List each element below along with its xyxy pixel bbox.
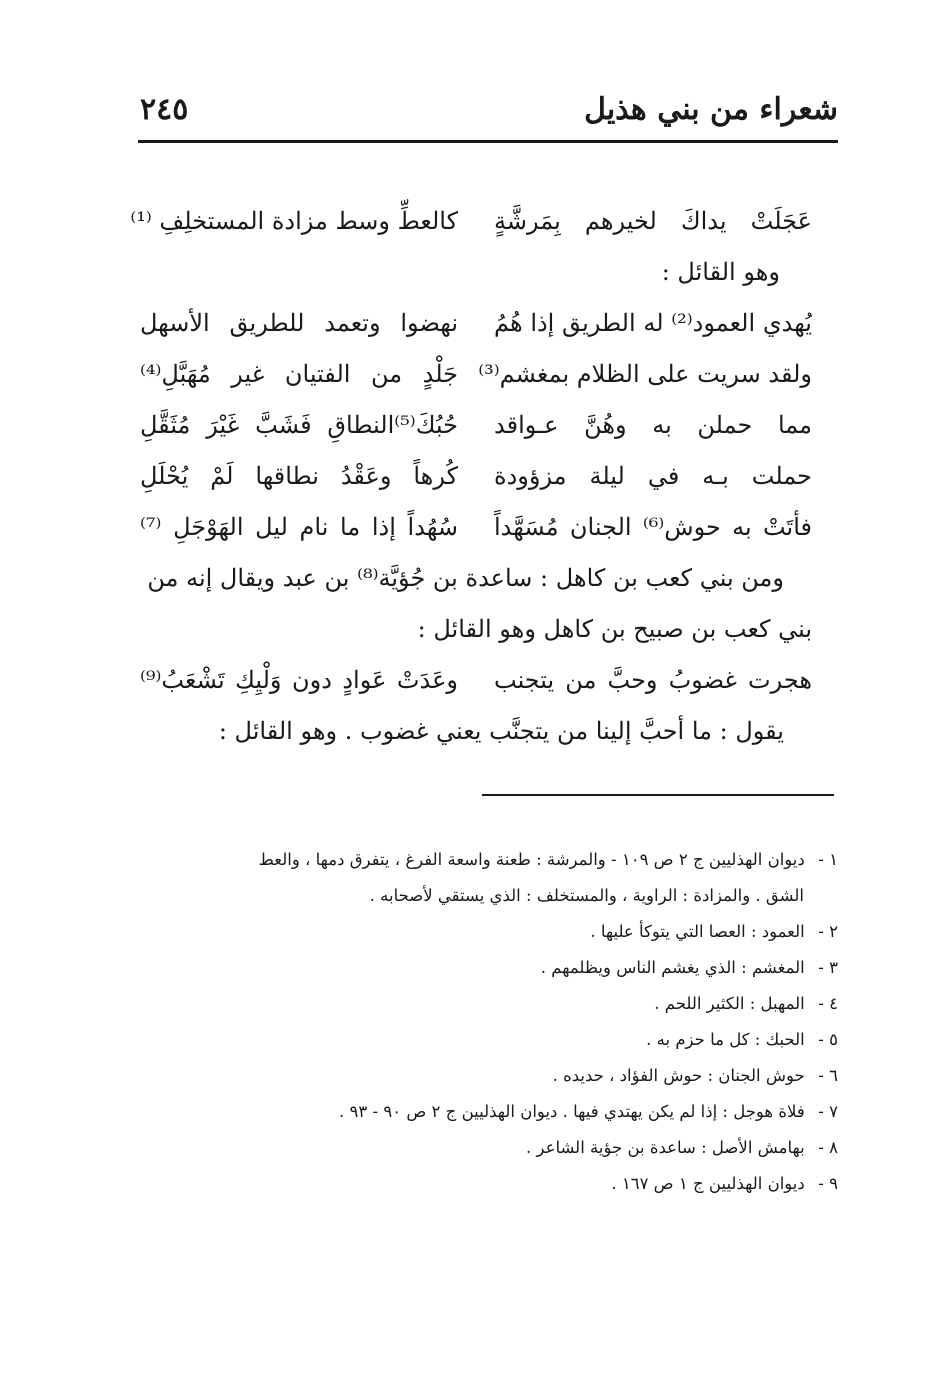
footnote-rule	[482, 794, 834, 796]
footnote-text: العمود : العصا التي يتوكأ عليها .	[590, 922, 805, 941]
footnote-text: الحبك : كل ما حزم به .	[646, 1030, 805, 1049]
verse-right-hemistich: عَجَلَتْ يداكَ لخيرهم بِمَرشَّةٍ	[494, 207, 812, 235]
footnote-text: فلاة هوجل : إذا لم يكن يهتدي فيها . ديوان الهذليين ج ٢ ص ٩٠ - ٩٣ .	[339, 1102, 805, 1121]
verse-line	[140, 400, 812, 451]
verse-right-hemistich: ولقد سريت على الظلام بمغشم⁽³⁾	[478, 360, 812, 388]
verse-left-hemistich: حُبُكَ⁽⁵⁾النطاقِ فَشَبَّ غَيْرَ مُثَقَّلِ	[140, 411, 458, 439]
footnote-text: ديوان الهذليين ج ١ ص ١٦٧ .	[611, 1174, 805, 1193]
footnote	[130, 842, 838, 878]
verse-right-hemistich: يُهدي العمود⁽²⁾ له الطريق إذا هُمُ	[494, 309, 812, 337]
footnote	[130, 986, 838, 1022]
footnote-text: حوش الجنان : حوش الفؤاد ، حديده .	[552, 1066, 805, 1085]
verse-line	[140, 451, 812, 502]
footnote-number: ٧ -	[818, 1102, 838, 1121]
verse-left-hemistich: جَلْدٍ من الفتيان غير مُهَبَّلِ⁽⁴⁾	[140, 360, 458, 388]
verse-left-hemistich: نهضوا وتعمد للطريق الأسهل	[140, 309, 458, 337]
verse-line	[130, 196, 812, 247]
footnote	[130, 914, 838, 950]
verse-left-hemistich: سُهُداً إذا ما نام ليل الهَوْجَلِ ⁽⁷⁾	[140, 513, 458, 541]
footnote-number: ٤ -	[818, 994, 838, 1013]
footnote	[130, 1058, 838, 1094]
footnote-text: المهبل : الكثير اللحم .	[654, 994, 805, 1013]
poem-body	[130, 196, 812, 757]
footnote-text: بهامش الأصل : ساعدة بن جؤية الشاعر .	[526, 1138, 805, 1157]
footnotes	[130, 842, 838, 1202]
prose-line: بني كعب بن صبيح بن كاهل وهو القائل :	[417, 615, 812, 643]
verse-left-hemistich: وعَدَتْ عَوادٍ دون وَلْيِكِ تَشْعَبُ⁽⁹⁾	[140, 666, 458, 694]
footnote-number: ٦ -	[818, 1066, 838, 1085]
prose-line: وهو القائل :	[661, 258, 780, 286]
footnote-number: ٨ -	[818, 1138, 838, 1157]
footnote-number: ٢ -	[818, 922, 838, 941]
verse-left-hemistich: كالعطِّ وسط مزادة المستخلِفِ ⁽¹⁾	[130, 207, 458, 235]
footnote	[130, 1130, 838, 1166]
verse-line	[140, 298, 812, 349]
verse-right-hemistich: هجرت غضوبُ وحبَّ من يتجنب	[494, 666, 812, 694]
verse-line	[140, 655, 812, 706]
footnote	[130, 1094, 838, 1130]
verse-right-hemistich: فأتَتْ به حوش⁽⁶⁾ الجنان مُسَهَّداً	[494, 513, 812, 541]
header-rule	[138, 140, 838, 143]
footnote-text: المغشم : الذي يغشم الناس ويظلمهم .	[540, 958, 805, 977]
footnote	[130, 1166, 838, 1202]
footnote-number: ٩ -	[818, 1174, 838, 1193]
prose-line: يقول : ما أحبَّ إلينا من يتجنَّب يعني غضوب . وهو القائل :	[218, 717, 784, 745]
footnote-number: ١ -	[818, 850, 838, 869]
verse-line	[140, 502, 812, 553]
prose-line: ومن بني كعب بن كاهل : ساعدة بن جُؤيَّة⁽⁸⁾ بن عبد ويقال إنه من	[147, 564, 784, 592]
verse-right-hemistich: حملت بـه في ليلة مزؤودة	[494, 462, 812, 490]
footnote-number: ٥ -	[818, 1030, 838, 1049]
verse-line	[140, 349, 812, 400]
footnote	[130, 1022, 838, 1058]
page-number: ٢٤٥	[140, 92, 189, 127]
footnote-continuation: الشق . والمزادة : الراوية ، والمستخلف : الذي يستقي لأصحابه .	[369, 886, 804, 905]
running-header-title: شعراء من بني هذيل	[584, 92, 838, 127]
verse-left-hemistich: كُرهاً وعَقْدُ نطاقها لَمْ يُحْلَلِ	[140, 462, 458, 490]
footnote-text: ديوان الهذليين ج ٢ ص ١٠٩ - والمرشة : طعنة واسعة الفرغ ، يتفرق دمها ، والعط	[258, 850, 805, 869]
footnote	[130, 950, 838, 986]
verse-right-hemistich: مما حملن به وهُنَّ عـواقد	[494, 411, 812, 439]
footnote-number: ٣ -	[818, 958, 838, 977]
